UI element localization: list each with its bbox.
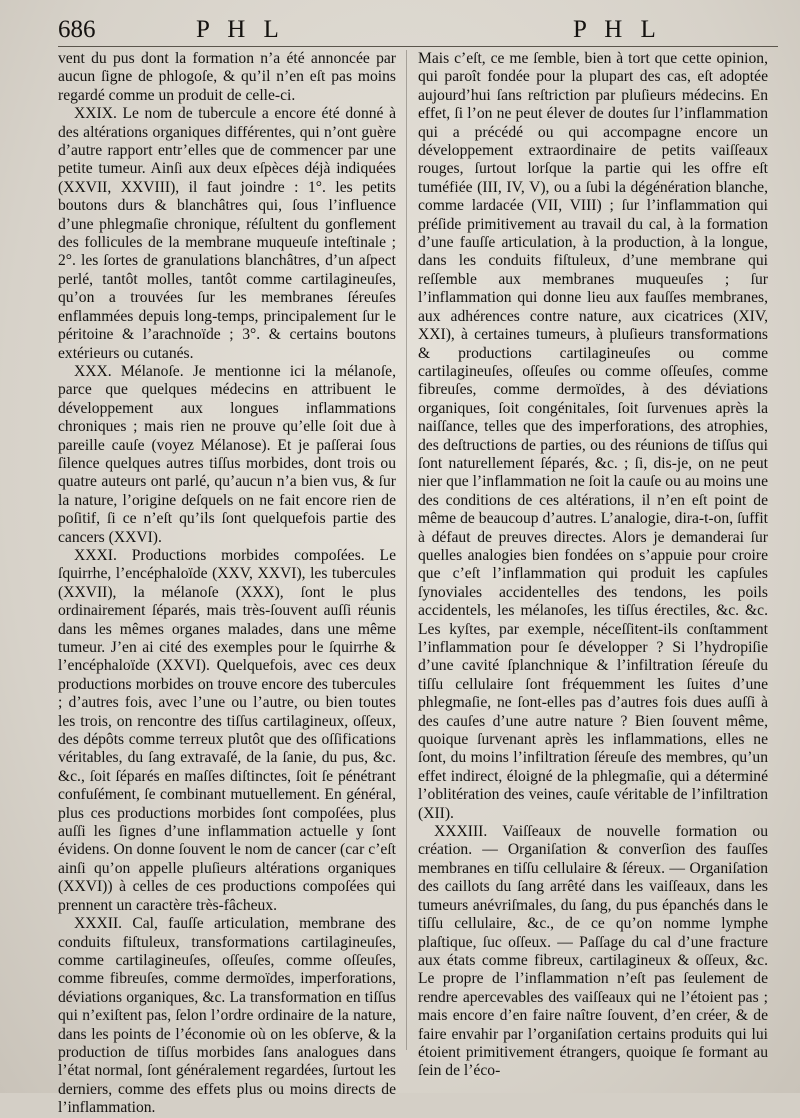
page-header [58,10,778,50]
paragraph-xxxii: XXXII. Cal, fauſſe articulation, membrane des conduits fiſtuleux, transformations cartilagineuſes, comme cartilagineuſes, oſſeuſes, comme oſſeuſes, comme fibreuſes, comme dermoïdes, imperforations, déviations organiques, &c. La transformation en tiſſus qui n’exiſtent pas, ſelon l’ordre ordinaire de la nature, dans les points de l’économie où on les obſerve, & la production de tiſſus morbides ſans analogues dans l’état normal, ſont généralement regardées, ſurtout les derniers, comme des effets plus ou moins directs de l’inflammation. [58,915,396,1117]
paragraph-xxix: XXIX. Le nom de tubercule a encore été donné à des altérations organiques différentes, qui n’ont guère d’autre rapport entr’elles que de commencer par une petite tumeur. Ainſi aux deux eſpèces déjà indiquées (XXVII, XXVIII), il faut joindre : 1°. les petits boutons durs & blanchâtres qui, ſous l’influence d’une phlegmaſie chronique, réſultent du gonflement des follicules de la membrane muqueuſe inteſtinale ; 2°. les ſortes de granulations blanchâtres, d’un aſpect perlé, tantôt molles, tantôt comme cartilagineuſes, qu’on a trouvées ſur les membranes ſéreuſes enflammées depuis long-temps, principalement ſur le péritoine & l’arachnoïde ; 3°. & certains boutons extérieurs ou cutanés. [58,105,396,362]
paragraph-xxxiii: XXXIII. Vaiſſeaux de nouvelle formation ou création. — Organiſation & converſion des fauſſes membranes en tiſſu cellulaire & ſéreux. — Organiſation des caillots du ſang arrêté dans les vaiſſeaux, dans les tumeurs anévriſmales, du ſang, du pus épanchés dans le tiſſu cellulaire, &c., de ce qu’on nomme lymphe plaſtique, ſuc oſſeux. — Paſſage du cal d’une fracture aux états comme fibreux, cartilagineux & oſſeux, &c. Le propre de l’inflammation n’eſt pas ſeulement de rendre apercevables des vaiſſeaux qui ne l’étoient pas ; mais encore d’en faire naître ſouvent, d’en créer, & de faire envahir par l’organiſation certains produits qui lui étoient primitivement étrangers, quoique ſe formant au ſein de l’éco- [418,823,768,1080]
paragraph-xxxi: XXXI. Productions morbides compoſées. Le ſquirrhe, l’encéphaloïde (XXV, XXVI), les tubercules (XXVII), la mélanoſe (XXX), ſont le plus ordinairement ſéparés, mais très-ſouvent auſſi réunis dans les mêmes organes malades, dans une même tumeur. J’en ai cité des exemples pour le ſquirrhe & l’encéphaloïde (XXVI). Quelquefois, avec ces deux productions morbides on trouve encore des tubercules ; d’autres fois, avec l’une ou l’autre, ou bien toutes les trois, on rencontre des tiſſus cartilagineux, oſſeux, des dépôts comme terreux plutôt que des oſſifications véritables, du ſang extravaſé, de la ſanie, du pus, &c. &c., ſoit ſéparés en maſſes diſtinctes, ſoit ſe pénétrant confuſément, ſe combinant mutuellement. En général, plus ces productions morbides ſont compoſées, plus auſſi les ſignes d’une inflammation actuelle y ſont évidens. On donne ſouvent le nom de cancer (car c’eſt ainſi qu’on appelle pluſieurs altérations organiques (XXVI)) à celles de ces productions compoſées qui prennent un caractère très-fâcheux. [58,546,396,914]
column-divider [406,50,407,1050]
left-column [58,50,396,1117]
page-number: 686 [58,16,96,43]
running-head-left: P H L [196,16,285,43]
right-column [418,50,768,1080]
paragraph: vent du pus dont la formation n’a été annoncée par aucun ſigne de phlogoſe, & qu’il n’en eſt pas moins regardé comme un produit de celle-ci. [58,50,396,104]
running-head-right: P H L [573,16,662,43]
paragraph-xxx: XXX. Mélanoſe. Je mentionne ici la mélanoſe, parce que quelques médecins en attribuent le développement aux longues inflammations chroniques ; mais rien ne prouve qu’elle ſoit due à pareille cauſe (voyez Mélanose). Et je paſſerai ſous ſilence quelques autres tiſſus morbides, dont trois ou quatre auteurs ont parlé, qu’aucun n’a bien vus, & ſur la nature, l’origine deſquels on ne fait encore rien de poſitif, ſi ce n’eſt qu’ils ſont quelquefois partie des cancers (XXVI). [58,362,396,546]
header-rule [58,46,778,47]
paragraph: Mais c’eſt, ce me ſemble, bien à tort que cette opinion, qui paroît fondée pour la plupart des cas, eſt adoptée aujourd’hui ſans reſtriction par pluſieurs médecins. En effet, ſi l’on ne peut élever de doutes ſur l’inflammation qui a précédé ou qui accompagne encore un développement extraordinaire de petits vaiſſeaux rouges, ſurtout lorſque la partie qui les offre eſt tuméfiée (III, IV, V), ou a ſubi la dégénération blanche, comme lardacée (VII, VIII) ; ſur l’inflammation qui préſide primitivement au travail du cal, à la formation d’une fauſſe articulation, à la production, à la longue, dans les conduits fiſtuleux, d’une membrane qui reſſemble aux membranes muqueuſes ; ſur l’inflammation qui donne lieu aux fauſſes membranes, aux adhérences contre nature, aux cicatrices (XIV, XXI), à certaines tumeurs, à pluſieurs transformations & productions cartilagineuſes ou comme cartilagineuſes, oſſeuſes ou comme oſſeuſes, comme fibreuſes, comme dermoïdes, à des déviations organiques, ſoit congénitales, ſoit ſurvenues après la naiſſance, telles que des imperforations, des atrophies, des deſtructions de parties, ou des réunions de tiſſus qui ſont naturellement ſéparés, &c. ; ſi, dis-je, on ne peut nier que l’inflammation ne ſoit la cauſe ou au moins une des conditions de ces altérations, il n’en eſt point de même de beaucoup d’autres. L’analogie, dira-t-on, ſuffit à défaut de preuves directes. Alors je demanderai ſur quelles analogies bien fondées on s’appuie pour croire que c’eſt l’inflammation qui produit les capſules ſynoviales accidentelles des tendons, les poils accidentels, les mélanoſes, les tiſſus érectiles, &c. &c. Les kyſtes, par exemple, néceſſitent-ils conſtamment l’inflammation pour ſe développer ? Si l’hydropiſie d’une cavité ſplanchnique & l’infiltration ſéreuſe du tiſſu cellulaire ſont fréquemment les ſuites d’une phlegmaſie, ne ſont-elles pas d’autres fois dues auſſi à des cauſes d’une autre nature ? Bien ſouvent même, quoique ſurvenant après les inflammations, elles ne ſont, du moins l’infiltration ſéreuſe des membres, qu’un effet indirect, éloigné de la phlegmaſie, qui a déterminé l’oblitération des veines, cauſe véritable de l’infiltration (XII). [418,50,768,822]
